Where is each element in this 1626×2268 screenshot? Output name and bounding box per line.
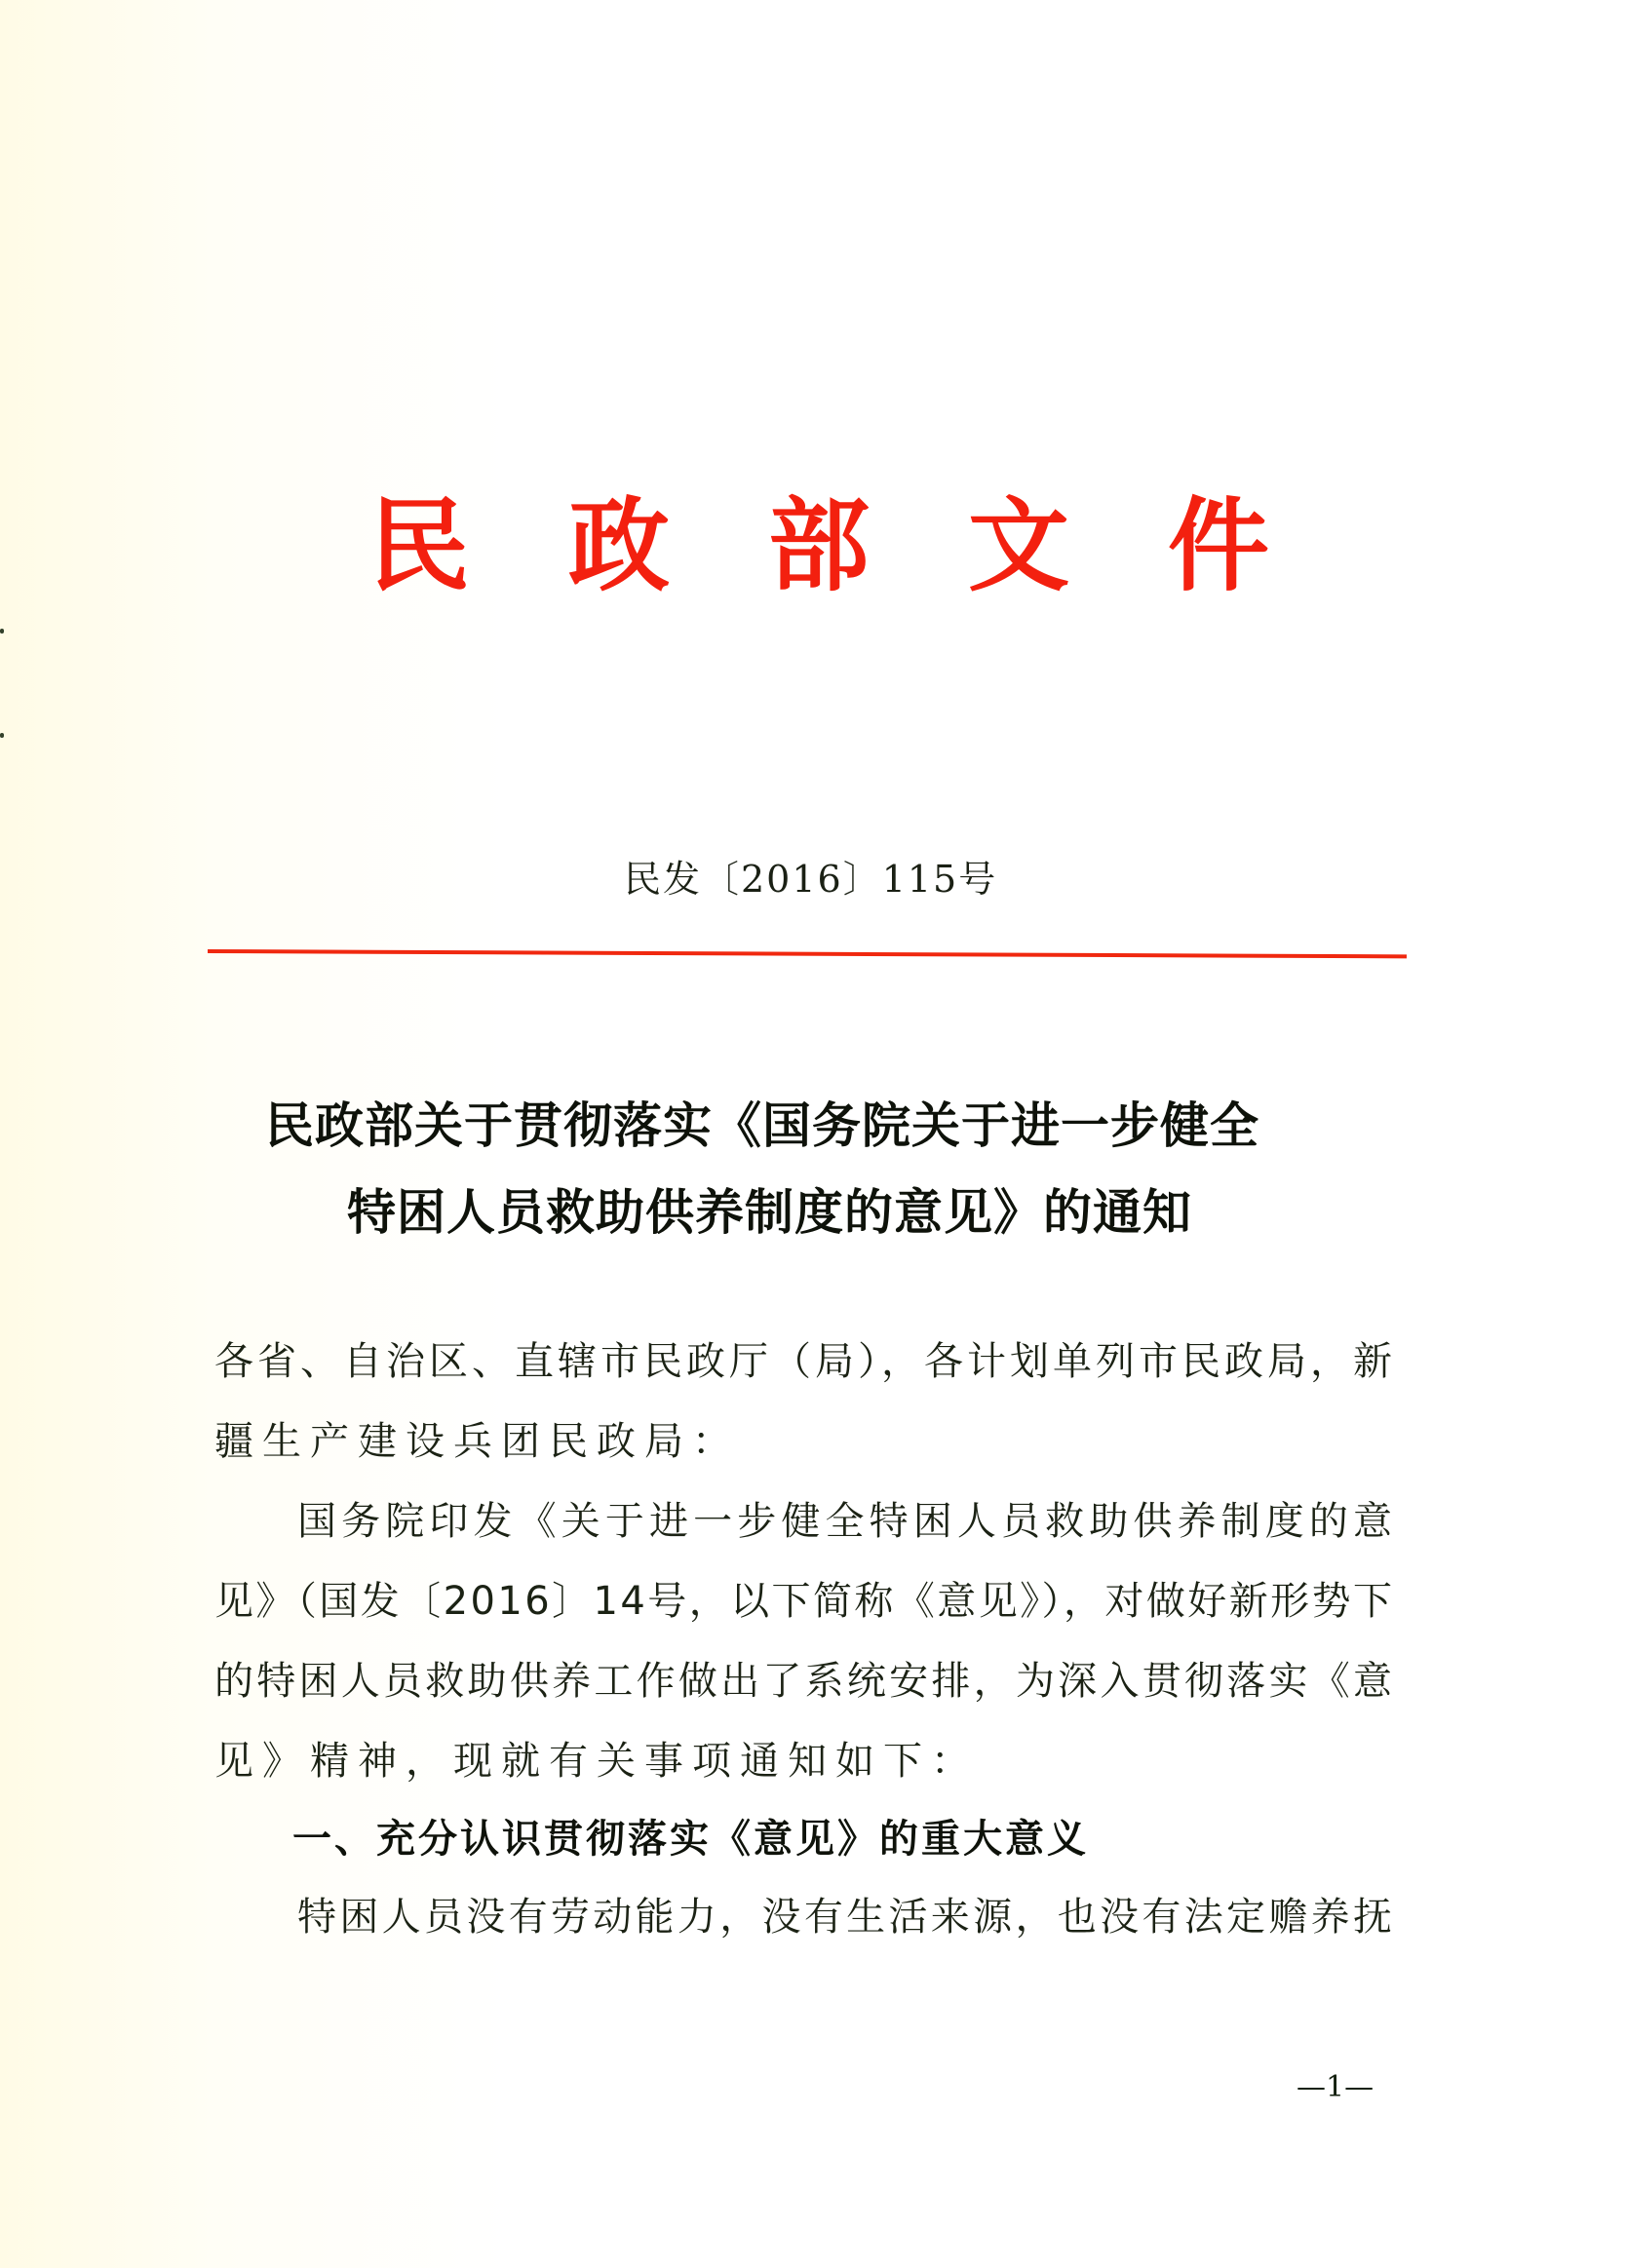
paragraph-2-line-1 [297, 1893, 1396, 1941]
text: 见》精神，现就有关事项通知如下： [214, 1739, 979, 1784]
masthead-char: 部 [767, 485, 870, 605]
paragraph-1-line-2 [214, 1577, 1395, 1626]
paragraph-1-line-4 [214, 1737, 1392, 1786]
text: 各省、自治区、直辖市民政厅（局），各计划单列市民政局，新 [214, 1339, 1396, 1384]
masthead-issuer [361, 487, 1277, 604]
addressee-line-1 [214, 1337, 1396, 1386]
masthead-char: 政 [567, 485, 670, 605]
paragraph-1-line-1 [297, 1497, 1398, 1546]
paragraph-1-line-3 [214, 1657, 1396, 1706]
masthead-char: 文 [967, 485, 1069, 605]
text: 见》（国发〔2016〕14号，以下简称《意见》），对做好新形势下 [214, 1579, 1395, 1624]
text: 特困人员没有劳动能力，没有生活来源，也没有法定赡养抚 [297, 1895, 1396, 1940]
red-separator-line [208, 949, 1407, 958]
document-title-line-2: 特困人员救助供养制度的意见》的通知 [347, 1184, 1192, 1241]
document-number: 民发〔2016〕115号 [624, 858, 998, 901]
text: 国务院印发《关于进一步健全特困人员救助供养制度的意 [297, 1499, 1398, 1544]
addressee-line-2 [214, 1417, 1392, 1466]
binding-mark [0, 629, 4, 634]
masthead-char: 件 [1167, 485, 1269, 605]
masthead-char: 民 [368, 485, 470, 605]
text: 疆生产建设兵团民政局： [214, 1419, 740, 1464]
page-number: —1— [1297, 2070, 1374, 2104]
binding-mark [0, 733, 4, 738]
text: 的特困人员救助供养工作做出了系统安排，为深入贯彻落实《意 [214, 1659, 1396, 1704]
document-title-line-1: 民政部关于贯彻落实《国务院关于进一步健全 [265, 1097, 1259, 1154]
section-heading-1: 一、充分认识贯彻落实《意见》的重大意义 [292, 1817, 1089, 1862]
